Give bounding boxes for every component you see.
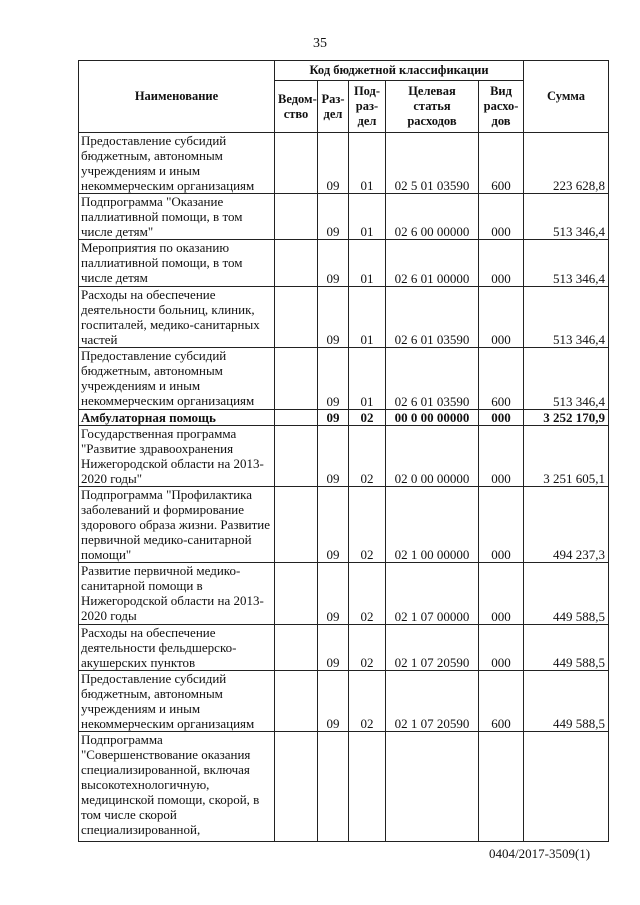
- cell-sum: 513 346,4: [524, 348, 609, 410]
- table-row: [79, 563, 609, 625]
- table-row: [79, 625, 609, 671]
- cell-target: 600: [479, 133, 524, 194]
- cell-sum: 3 252 170,9: [524, 410, 609, 426]
- cell-target: 000: [479, 426, 524, 487]
- cell-ministry: [275, 410, 318, 426]
- cell-subsection: 02 6 01 03590: [386, 348, 479, 410]
- table-row: [79, 487, 609, 563]
- cell-ministry: [275, 732, 318, 842]
- cell-section-part: 02: [349, 625, 386, 671]
- cell-sum: 449 588,5: [524, 563, 609, 625]
- cell-section: 09: [318, 240, 349, 287]
- cell-sum: [524, 732, 609, 842]
- cell-section-part: 02: [349, 671, 386, 732]
- table-row: [79, 426, 609, 487]
- cell-ministry: [275, 287, 318, 348]
- cell-sum: 513 346,4: [524, 287, 609, 348]
- cell-subsection: 02 1 07 00000: [386, 563, 479, 625]
- cell-section: [318, 732, 349, 842]
- cell-subsection: 02 5 01 03590: [386, 133, 479, 194]
- header-expense-type: Вид расхо-дов: [479, 81, 524, 133]
- cell-target: 000: [479, 287, 524, 348]
- cell-ministry: [275, 625, 318, 671]
- cell-section-part: 01: [349, 240, 386, 287]
- cell-section: 09: [318, 133, 349, 194]
- table-row: [79, 194, 609, 240]
- cell-section-part: 02: [349, 563, 386, 625]
- cell-name: Предоставление субсидий бюджетным, автономным учреждениям и иным некоммерческим организациям: [79, 348, 275, 410]
- cell-ministry: [275, 240, 318, 287]
- cell-name: Развитие первичной медико-санитарной помощи в Нижегородской области на 2013-2020 годы: [79, 563, 275, 625]
- table-row: [79, 410, 609, 426]
- cell-section: 09: [318, 487, 349, 563]
- cell-ministry: [275, 194, 318, 240]
- cell-sum: 494 237,3: [524, 487, 609, 563]
- header-name: Наименование: [79, 61, 275, 133]
- cell-name: Мероприятия по оказанию паллиативной помощи, в том числе детям: [79, 240, 275, 287]
- cell-section-part: 01: [349, 133, 386, 194]
- cell-name: Предоставление субсидий бюджетным, автономным учреждениям и иным некоммерческим организациям: [79, 133, 275, 194]
- cell-sum: 513 346,4: [524, 194, 609, 240]
- cell-section: 09: [318, 410, 349, 426]
- cell-target: 000: [479, 194, 524, 240]
- cell-target: [479, 732, 524, 842]
- cell-target: 000: [479, 410, 524, 426]
- table-body: [79, 133, 609, 842]
- cell-section-part: 01: [349, 287, 386, 348]
- cell-section-part: [349, 732, 386, 842]
- cell-section: 09: [318, 671, 349, 732]
- cell-name: Предоставление субсидий бюджетным, автономным учреждениям и иным некоммерческим организациям: [79, 671, 275, 732]
- header-section: Раз-дел: [318, 81, 349, 133]
- cell-sum: 223 628,8: [524, 133, 609, 194]
- cell-subsection: 02 6 00 00000: [386, 194, 479, 240]
- cell-subsection: 00 0 00 00000: [386, 410, 479, 426]
- cell-subsection: 02 1 07 20590: [386, 671, 479, 732]
- cell-name: Государственная программа "Развитие здравоохранения Нижегородской области на 2013-2020 годы": [79, 426, 275, 487]
- page-number: 35: [313, 36, 327, 51]
- cell-section: 09: [318, 287, 349, 348]
- cell-sum: 449 588,5: [524, 671, 609, 732]
- cell-name: Расходы на обеспечение деятельности больниц, клиник, госпиталей, медико-санитарных частей: [79, 287, 275, 348]
- cell-subsection: [386, 732, 479, 842]
- cell-target: 600: [479, 348, 524, 410]
- cell-target: 000: [479, 240, 524, 287]
- cell-name: Подпрограмма "Оказание паллиативной помощи, в том числе детям": [79, 194, 275, 240]
- cell-name: Подпрограмма "Совершенствование оказания специализированной, включая высокотехнологичную, медицинской помощи, скорой, в том числе скорой специализированной,: [79, 732, 275, 842]
- cell-ministry: [275, 487, 318, 563]
- cell-name: Расходы на обеспечение деятельности фельдшерско-акушерских пунктов: [79, 625, 275, 671]
- header-code-group: Код бюджетной классификации: [275, 61, 524, 81]
- table-row: [79, 671, 609, 732]
- cell-section-part: 02: [349, 487, 386, 563]
- cell-name: Амбулаторная помощь: [79, 410, 275, 426]
- cell-section: 09: [318, 348, 349, 410]
- cell-subsection: 02 1 07 20590: [386, 625, 479, 671]
- budget-table: [78, 60, 609, 842]
- cell-section-part: 02: [349, 410, 386, 426]
- cell-section-part: 01: [349, 348, 386, 410]
- header-subsection: Под-раз-дел: [349, 81, 386, 133]
- cell-section: 09: [318, 426, 349, 487]
- cell-section: 09: [318, 194, 349, 240]
- table-row: [79, 133, 609, 194]
- cell-ministry: [275, 671, 318, 732]
- cell-section-part: 01: [349, 194, 386, 240]
- cell-section: 09: [318, 563, 349, 625]
- cell-subsection: 02 6 01 00000: [386, 240, 479, 287]
- cell-target: 000: [479, 563, 524, 625]
- cell-ministry: [275, 133, 318, 194]
- cell-ministry: [275, 426, 318, 487]
- cell-sum: 3 251 605,1: [524, 426, 609, 487]
- header-sum: Сумма: [524, 61, 609, 133]
- cell-section: 09: [318, 625, 349, 671]
- cell-target: 600: [479, 671, 524, 732]
- table-row: [79, 348, 609, 410]
- header-target: Целевая статья расходов: [386, 81, 479, 133]
- table-row: [79, 732, 609, 842]
- cell-subsection: 02 6 01 03590: [386, 287, 479, 348]
- document-number: 0404/2017-3509(1): [489, 846, 591, 861]
- cell-subsection: 02 0 00 00000: [386, 426, 479, 487]
- cell-sum: 513 346,4: [524, 240, 609, 287]
- header-ministry: Ведом-ство: [275, 81, 318, 133]
- cell-name: Подпрограмма "Профилактика заболеваний и формирование здорового образа жизни. Развитие первичной медико-санитарной помощи": [79, 487, 275, 563]
- cell-sum: 449 588,5: [524, 625, 609, 671]
- cell-ministry: [275, 563, 318, 625]
- cell-target: 000: [479, 625, 524, 671]
- cell-ministry: [275, 348, 318, 410]
- cell-target: 000: [479, 487, 524, 563]
- cell-section-part: 02: [349, 426, 386, 487]
- table-row: [79, 287, 609, 348]
- table-row: [79, 240, 609, 287]
- cell-subsection: 02 1 00 00000: [386, 487, 479, 563]
